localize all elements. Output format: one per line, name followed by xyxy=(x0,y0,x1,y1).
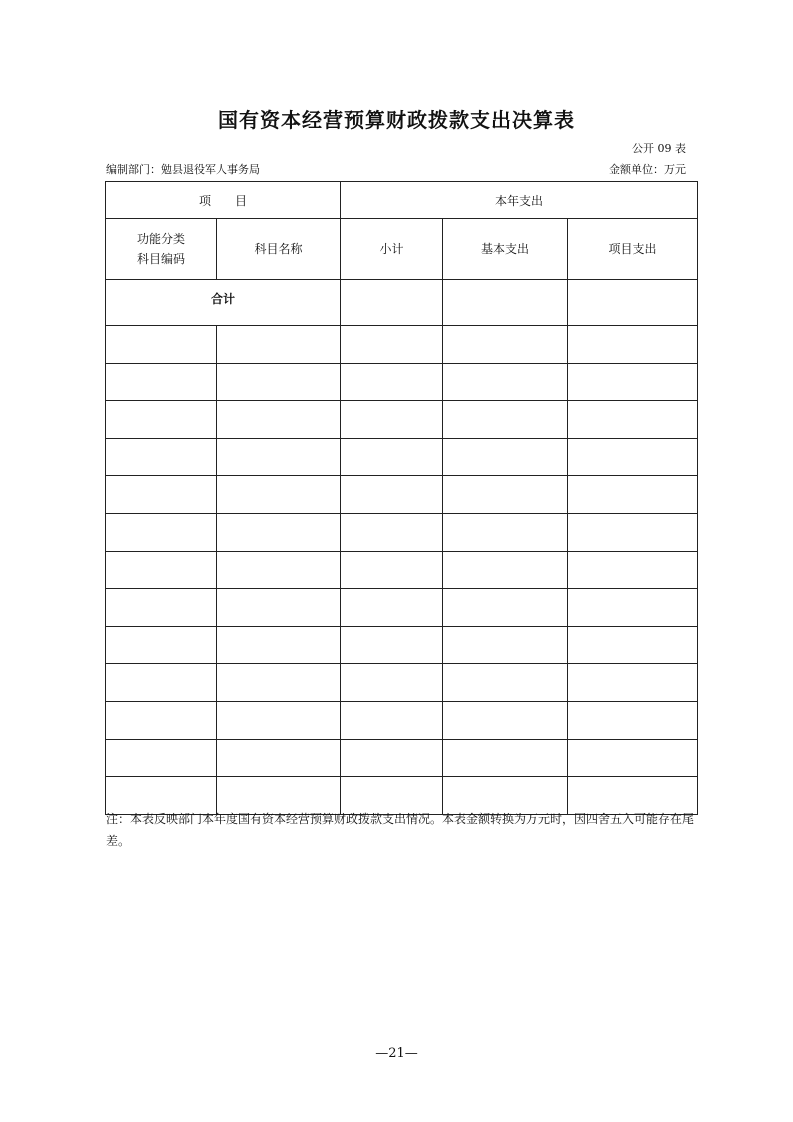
table-cell xyxy=(568,551,698,589)
table-cell xyxy=(217,363,341,401)
table-cell xyxy=(341,589,443,627)
table-cell xyxy=(106,551,217,589)
table-row xyxy=(106,363,698,401)
total-basic-cell xyxy=(443,280,568,326)
header-current-year-expense: 本年支出 xyxy=(341,182,698,219)
table-cell xyxy=(568,739,698,777)
table-cell xyxy=(443,664,568,702)
header-item: 项 目 xyxy=(106,182,341,219)
table-cell xyxy=(217,476,341,514)
header-func-class-code xyxy=(106,219,217,280)
table-cell xyxy=(568,589,698,627)
table-cell xyxy=(106,589,217,627)
table-cell xyxy=(341,476,443,514)
total-subtotal-cell xyxy=(341,280,443,326)
total-label: 合计 xyxy=(106,280,341,326)
table-row xyxy=(106,701,698,739)
table-cell xyxy=(341,401,443,439)
total-row xyxy=(106,280,698,326)
department-label: 编制部门：勉县退役军人事务局 xyxy=(106,163,260,176)
table-cell xyxy=(106,363,217,401)
table-cell xyxy=(443,513,568,551)
table-row xyxy=(106,513,698,551)
table-cell xyxy=(341,664,443,702)
table-cell xyxy=(443,551,568,589)
table-row xyxy=(106,739,698,777)
table-cell xyxy=(341,701,443,739)
table-cell xyxy=(443,701,568,739)
table-cell xyxy=(217,626,341,664)
header-subtotal: 小计 xyxy=(341,219,443,280)
table-cell xyxy=(443,739,568,777)
table-row xyxy=(106,401,698,439)
header-func-class-code-line1: 功能分类 xyxy=(136,232,185,246)
table-cell xyxy=(341,626,443,664)
table-cell xyxy=(106,326,217,364)
header-subject-name: 科目名称 xyxy=(217,219,341,280)
table-cell xyxy=(443,363,568,401)
table-row xyxy=(106,589,698,627)
table-cell xyxy=(106,401,217,439)
table-cell xyxy=(341,739,443,777)
table-cell xyxy=(106,513,217,551)
table-cell xyxy=(443,589,568,627)
header-project-expense: 项目支出 xyxy=(568,219,698,280)
table-cell xyxy=(217,664,341,702)
table-cell xyxy=(568,326,698,364)
table-cell xyxy=(217,513,341,551)
table-cell xyxy=(217,401,341,439)
table-cell xyxy=(443,438,568,476)
table-cell xyxy=(106,664,217,702)
table-row xyxy=(106,551,698,589)
table-cell xyxy=(568,401,698,439)
table-row xyxy=(106,664,698,702)
table-row xyxy=(106,438,698,476)
footnote: 注：本表反映部门本年度国有资本经营预算财政拨款支出情况。本表金额转换为万元时，因四舍五入可能存在尾差。 xyxy=(106,812,695,848)
total-project-cell xyxy=(568,280,698,326)
table-cell xyxy=(568,476,698,514)
table-cell xyxy=(217,739,341,777)
table-cell xyxy=(106,438,217,476)
table-row xyxy=(106,326,698,364)
table-cell xyxy=(106,626,217,664)
table-cell xyxy=(568,438,698,476)
table-cell xyxy=(568,363,698,401)
table-cell xyxy=(341,363,443,401)
expense-table xyxy=(105,181,698,815)
header-func-class-code-line2: 科目编码 xyxy=(136,252,185,266)
header-basic-expense: 基本支出 xyxy=(443,219,568,280)
table-cell xyxy=(568,664,698,702)
table-cell xyxy=(568,513,698,551)
table-row xyxy=(106,626,698,664)
table-cell xyxy=(217,589,341,627)
table-row xyxy=(106,476,698,514)
table-cell xyxy=(443,626,568,664)
page-number: —21— xyxy=(375,1046,418,1061)
table-cell xyxy=(217,551,341,589)
table-cell xyxy=(568,701,698,739)
table-cell xyxy=(568,626,698,664)
unit-label: 金额单位：万元 xyxy=(609,163,686,176)
document-title: 国有资本经营预算财政拨款支出决算表 xyxy=(218,108,575,132)
table-cell xyxy=(217,326,341,364)
table-cell xyxy=(443,401,568,439)
table-cell xyxy=(341,513,443,551)
table-cell xyxy=(443,476,568,514)
table-code: 公开 09 表 xyxy=(632,142,686,155)
table-cell xyxy=(443,326,568,364)
table-cell xyxy=(106,476,217,514)
table-cell xyxy=(341,326,443,364)
table-cell xyxy=(217,701,341,739)
header-row-1 xyxy=(106,182,698,219)
table-cell xyxy=(106,701,217,739)
table-cell xyxy=(217,438,341,476)
table-cell xyxy=(106,739,217,777)
table-cell xyxy=(341,438,443,476)
table-cell xyxy=(341,551,443,589)
header-row-2 xyxy=(106,219,698,280)
